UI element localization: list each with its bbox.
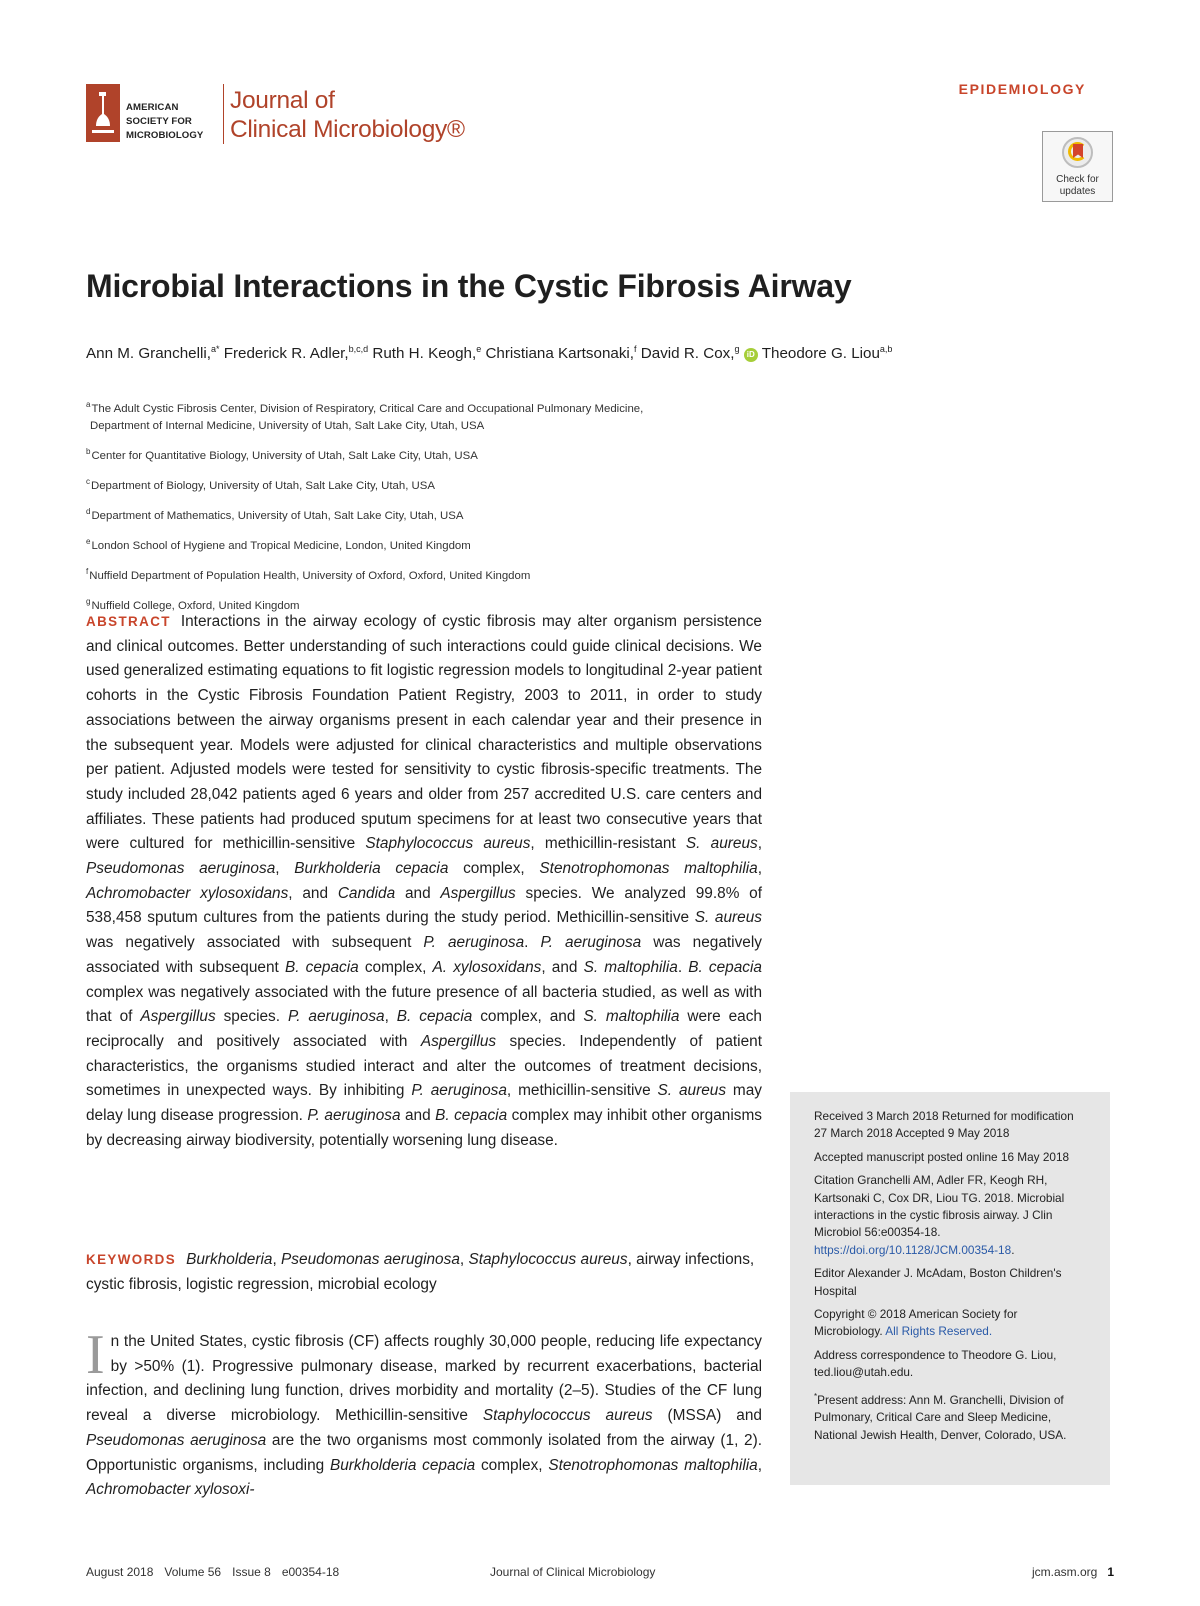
keywords-body (86, 1251, 754, 1293)
taxon-name: Staphylococcus aureus (365, 835, 531, 853)
author[interactable]: Ann M. Granchelli,$^{a*}$ (86, 344, 220, 362)
check-updates-label-line2: updates (1059, 186, 1096, 197)
taxon-name: Burkholderia cepacia (329, 1456, 476, 1474)
text-run: complex may inhibit other organisms by decreasing airway biodiversity, potentially worsening lung disease. (86, 1107, 762, 1149)
keywords-heading: KEYWORDS (86, 1252, 177, 1267)
abstract-body (86, 613, 762, 1149)
text-run: species. We analyzed 99.8% of 538,458 sputum cultures from the patients during the study period. Methicillin-sensitive (86, 884, 763, 927)
affiliation: $^b$Center for Quantitative Biology, University of Utah, Salt Lake City, Utah, USA (86, 447, 478, 462)
taxon-name: Candida (337, 884, 396, 902)
taxon-name: B. cepacia (688, 958, 762, 976)
taxon-name: P. aeruginosa (307, 1107, 401, 1125)
text-run: . (524, 934, 541, 952)
rights-link[interactable]: All Rights Reserved. (885, 1324, 993, 1339)
taxon-name: B. cepacia (284, 958, 359, 976)
text-run: were each reciprocally and positively associated with (86, 1008, 762, 1050)
taxon-name: Aspergillus (140, 1008, 216, 1026)
logo-divider (223, 84, 224, 144)
affiliation: $^e$London School of Hygiene and Tropical Medicine, London, United Kingdom (86, 537, 471, 552)
text-run: Interactions in the airway ecology of cystic fibrosis may alter organism persistence and clinical outcomes. Better understanding of such interactions could guide clinical decisions. We used generalized estimating equations to fit logistic regression models to longitudinal 2-year patient cohorts in the Cystic Fibrosis Foundation Patient Registry, 2003 to 2011, in order to study associations between the airway organisms present in each calendar year and their presence in the subsequent year. Models were adjusted for clinical characteristics and multiple observations per patient. Adjusted models were tested for sensitivity to cystic fibrosis-specific treatments. The study included 28,042 patients aged 6 years and older from 257 accredited U.S. care centers and affiliates. These patients had produced sputum specimens for at least two consecutive years that were cultured for methicillin-sensitive (86, 613, 762, 853)
received-dates: Received 3 March 2018 Returned for modification 27 March 2018 Accepted 9 May 2018 (814, 1109, 1074, 1141)
check-updates-label-line1: Check for (1056, 174, 1099, 185)
asm-logo-icon (86, 84, 120, 142)
text-run: , (757, 1456, 762, 1474)
taxon-name: Stenotrophomonas maltophilia (548, 1456, 758, 1474)
text-run: complex, and (472, 1008, 584, 1026)
check-for-updates-button[interactable] (1042, 131, 1113, 202)
society-name: AMERICAN SOCIETY FOR MICROBIOLOGY (126, 102, 204, 141)
body-text (86, 1324, 763, 1503)
affiliation: $^d$Department of Mathematics, University of Utah, Salt Lake City, Utah, USA (86, 507, 464, 522)
text-run: n the United States, cystic fibrosis (CF) affects roughly 30,000 people, reducing life expectancy by >50% (1). Progressive pulmonary disease, marked by recurrent exacerbations, bacterial infection, and declining lung function, drives morbidity and mortality (2–5). Studies of the CF lung reveal a diverse microbiology. Methicillin-sensitive (86, 1333, 762, 1425)
text-run: , and (541, 958, 584, 976)
affiliation: $^c$Department of Biology, University of Utah, Salt Lake City, Utah, USA (86, 477, 435, 492)
taxon-name: Achromobacter xylosoxidans (86, 884, 289, 902)
text-run: (MSSA) and (652, 1407, 762, 1425)
present-address: *Present address: Ann M. Granchelli, Division of Pulmonary, Critical Care and Sleep Medicine, National Jewish Health, Denver, Colorado, USA. (814, 1391, 1067, 1442)
copyright: Copyright © 2018 American Society for Microbiology. All Rights Reserved. (814, 1307, 1018, 1339)
text-run: species. Independently of patient characteristics, the organisms studied interact and alter the outcomes of treatment decisions, sometimes in unexpected ways. By inhibiting (86, 1032, 762, 1100)
page-number: 1 (1107, 1565, 1114, 1579)
taxon-name: Pseudomonas aeruginosa (86, 1431, 267, 1449)
taxon-name: Staphylococcus aureus (482, 1407, 653, 1425)
text-run: and (395, 884, 441, 902)
taxon-name: Achromobacter xylosoxi- (86, 1481, 255, 1499)
journal-name: Journal of Clinical Microbiology® (230, 87, 465, 143)
taxon-name: P. aeruginosa (540, 934, 642, 952)
text-run: complex, (475, 1456, 549, 1474)
taxon-name: S. aureus (694, 909, 762, 927)
text-run: may delay lung disease progression. (86, 1082, 762, 1125)
taxon-name: S. maltophilia (583, 958, 678, 976)
correspondence: Address correspondence to Theodore G. Liou, ted.liou@utah.edu. (814, 1347, 1057, 1380)
article-info-sidebar (790, 1092, 1110, 1485)
taxon-name: Aspergillus (420, 1032, 497, 1050)
text-run: complex, (448, 860, 540, 878)
footer-issue-info: August 2018 Volume 56 Issue 8 e00354-18 (86, 1565, 340, 1579)
taxon-name: P. aeruginosa (423, 934, 525, 952)
text-run: are the two organisms most commonly isolated from the airway (1, 2). Opportunistic organisms, including (86, 1431, 763, 1474)
text-run: , (272, 1251, 282, 1268)
taxon-name: Aspergillus (440, 884, 516, 902)
text-run: , (384, 1008, 397, 1026)
text-run: , (459, 1251, 469, 1268)
intro-paragraph (86, 1324, 763, 1499)
author-list (86, 344, 892, 362)
text-run: was negatively associated with subsequent (86, 934, 762, 976)
accepted-manuscript: Accepted manuscript posted online 16 May 2018 (814, 1149, 1070, 1164)
text-run: . (677, 958, 689, 976)
taxon-name: A. xylosoxidans (432, 958, 542, 976)
text-run: , (757, 835, 762, 853)
keywords (86, 1248, 762, 1297)
footer-site (1032, 1565, 1114, 1579)
taxon-name: Pseudomonas aeruginosa (86, 860, 276, 878)
abstract-heading: ABSTRACT (86, 614, 171, 629)
abstract (86, 610, 762, 1153)
doi-link[interactable]: https://doi.org/10.1128/JCM.00354-18 (814, 1242, 1012, 1257)
text-run: complex, (358, 958, 433, 976)
taxon-name: S. maltophilia (583, 1008, 680, 1026)
text-run: , methicillin-sensitive (506, 1082, 658, 1100)
taxon-name: B. cepacia (396, 1008, 473, 1026)
author[interactable]: Frederick R. Adler,$^{b,c,d}$ (223, 344, 369, 362)
author[interactable]: David R. Cox,$^g$ (640, 344, 740, 362)
text-run: , airway infections, cystic fibrosis, logistic regression, microbial ecology (86, 1251, 755, 1293)
affiliation: $^a$The Adult Cystic Fibrosis Center, Division of Respiratory, Critical Care and Occupational Pulmonary Medicine, Department of Internal Medicine, University of Utah, Salt Lake City, Utah, USA (86, 400, 644, 432)
paper-title: Microbial Interactions in the Cystic Fibrosis Airway (86, 268, 852, 304)
author[interactable]: Ruth H. Keogh,$^e$ (372, 344, 482, 362)
taxon-name: Burkholderia (186, 1251, 273, 1268)
text-run: , (275, 860, 295, 878)
taxon-name: P. aeruginosa (411, 1082, 507, 1100)
text-run: species. (215, 1008, 288, 1026)
taxon-name: P. aeruginosa (287, 1008, 385, 1026)
citation: Citation Granchelli AM, Adler FR, Keogh RH, Kartsonaki C, Cox DR, Liou TG. 2018. Microbial interactions in the cystic fibrosis airway. J Clin Microbiol 56:e00354-18. https://doi.org/10.1128/JCM.00354-18. (814, 1173, 1065, 1257)
site-link[interactable]: jcm.asm.org (1031, 1565, 1098, 1579)
taxon-name: Staphylococcus aureus (468, 1251, 628, 1268)
text-run: , methicillin-resistant (530, 835, 686, 853)
taxon-name: B. cepacia (435, 1107, 508, 1125)
drop-cap: I (86, 1324, 105, 1386)
taxon-name: Stenotrophomonas maltophilia (539, 860, 758, 878)
text-run: and (400, 1107, 436, 1125)
affiliation: $^f$Nuffield Department of Population Health, University of Oxford, Oxford, United Kingdom (86, 567, 531, 582)
text-run: , and (288, 884, 338, 902)
taxon-name: S. aureus (657, 1082, 727, 1100)
editor: Editor Alexander J. McAdam, Boston Children's Hospital (814, 1266, 1062, 1298)
section-label: EPIDEMIOLOGY (958, 81, 1086, 97)
author[interactable]: Christiana Kartsonaki,$^f$ (485, 344, 637, 362)
author[interactable]: Theodore G. Liou$^{a,b}$ (761, 344, 893, 362)
text-run: complex was negatively associated with the future presence of all bacteria studied, as well as with that of (86, 983, 762, 1026)
text-run: , (757, 860, 763, 878)
taxon-name: Burkholderia cepacia (294, 860, 449, 878)
orcid-icon[interactable]: iD (744, 348, 758, 362)
taxon-name: Pseudomonas aeruginosa (281, 1251, 460, 1268)
affiliations (86, 396, 766, 623)
affiliation: $^g$Nuffield College, Oxford, United Kingdom (86, 597, 300, 612)
footer-journal-name: Journal of Clinical Microbiology (490, 1565, 656, 1579)
taxon-name: S. aureus (685, 835, 758, 853)
text-run: was negatively associated with subsequent (86, 934, 424, 952)
check-updates-icon (1062, 137, 1093, 168)
